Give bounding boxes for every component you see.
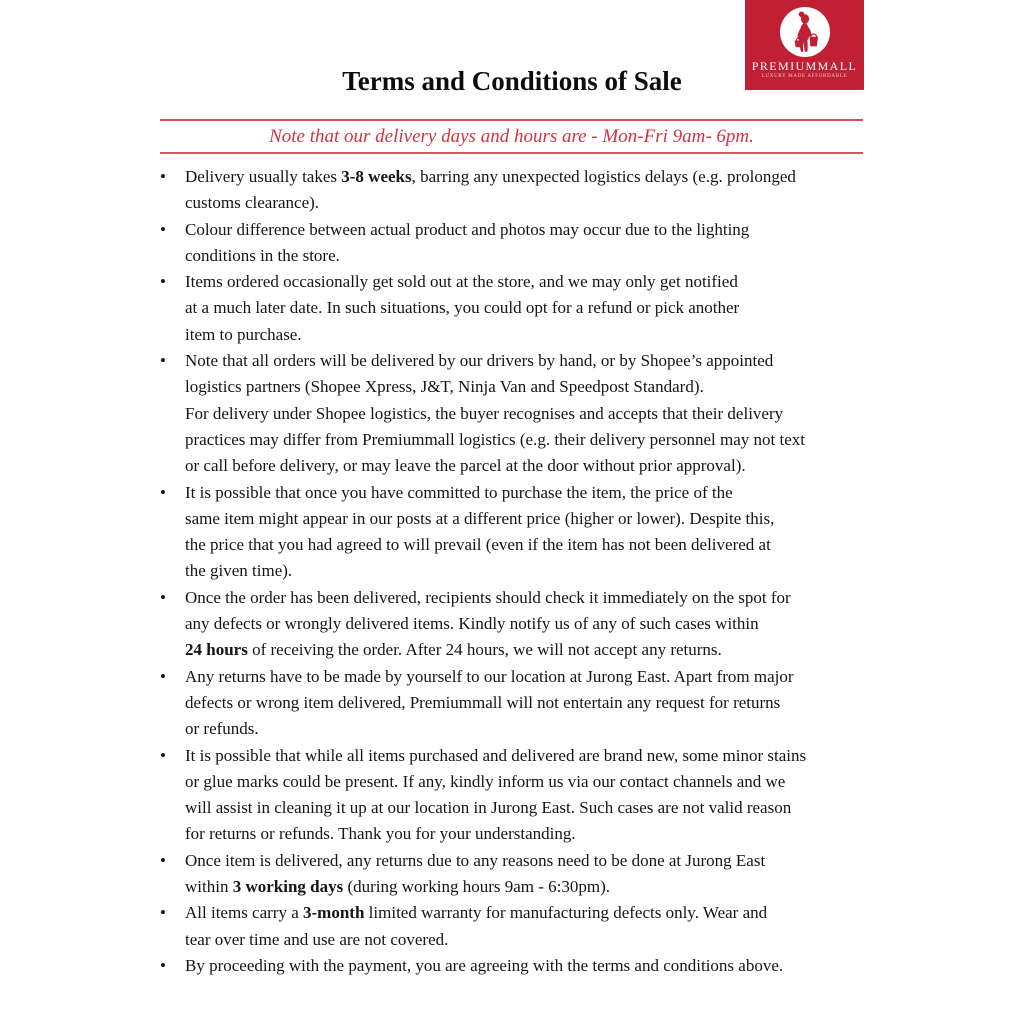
bullet-icon: • bbox=[160, 745, 166, 765]
delivery-note: Note that our delivery days and hours are - Mon-Fri 9am- 6pm. bbox=[269, 126, 754, 147]
bullet-icon: • bbox=[160, 219, 166, 239]
terms-list-item bbox=[160, 848, 905, 901]
divider-bottom bbox=[160, 152, 863, 154]
bullet-icon: • bbox=[160, 167, 166, 186]
terms-list-item bbox=[160, 480, 905, 585]
terms-list bbox=[160, 164, 905, 979]
bullet-icon: • bbox=[160, 272, 166, 292]
terms-list-item bbox=[160, 585, 905, 664]
terms-text: Items ordered occasionally get sold out at the store, and we may only get notified at a much later date. In such situations, you could opt for a refund or pick another item to purchase. bbox=[185, 272, 740, 344]
terms-list-item bbox=[160, 348, 905, 479]
terms-text: Any returns have to be made by yourself to our location at Jurong East. Apart from major defects or wrong item delivered, Premiummall will not entertain any request for returns or refunds. bbox=[185, 666, 794, 739]
page-title: Terms and Conditions of Sale bbox=[342, 66, 682, 96]
note-bar bbox=[160, 119, 863, 154]
bullet-icon: • bbox=[160, 482, 166, 502]
terms-text: Colour difference between actual product and photos may occur due to the lighting conditions in the store. bbox=[185, 219, 750, 265]
woman-with-shopping-bags-icon bbox=[782, 9, 828, 55]
terms-list-item bbox=[160, 269, 905, 348]
bullet-icon: • bbox=[160, 666, 166, 686]
bullet-icon: • bbox=[160, 850, 166, 870]
terms-text: Once the order has been delivered, recipients should check it immediately on the spot for any defects or wrongly delivered items. Kindly notify us of any of such cases within 24 hours of receiving the order. After 24 hours, we will not accept any returns. bbox=[185, 587, 791, 660]
bullet-icon: • bbox=[160, 587, 166, 607]
terms-text: Delivery usually takes 3-8 weeks, barring any unexpected logistics delays (e.g. prolonged customs clearance). bbox=[185, 167, 796, 213]
terms-text: All items carry a 3-month limited warranty for manufacturing defects only. Wear and tear over time and use are not covered. bbox=[185, 903, 768, 949]
terms-text: Note that all orders will be delivered by our drivers by hand, or by Shopee’s appointed logistics partners (Shopee Xpress, J&T, Ninja Van and Speedpost Standard). For delivery under Shopee logistics, the buyer recognises and accepts that their delivery practices may differ from Premiummall logistics (e.g. their delivery personnel may not text or call before delivery, or may leave the parcel at the door without prior approval). bbox=[185, 351, 806, 476]
logo-brand-text: PREMIUMMALL bbox=[751, 59, 858, 73]
terms-text: It is possible that while all items purchased and delivered are brand new, some minor stains or glue marks could be present. If any, kindly inform us via our contact channels and we will assist in cleaning it up at our location in Jurong East. Such cases are not valid reason for returns or refunds. Thank you for your understanding. bbox=[185, 745, 807, 844]
logo-circle bbox=[780, 7, 830, 57]
terms-list-item bbox=[160, 900, 905, 953]
terms-text: It is possible that once you have committed to purchase the item, the price of the same item might appear in our posts at a different price (higher or lower). Despite this, the price that you had agreed to will prevail (even if the item has not been delivered at the given time). bbox=[185, 482, 775, 581]
bullet-icon: • bbox=[160, 351, 166, 371]
bullet-icon: • bbox=[160, 903, 166, 923]
terms-list-item bbox=[160, 743, 905, 848]
terms-list-item bbox=[160, 217, 905, 270]
terms-text: Once item is delivered, any returns due to any reasons need to be done at Jurong East within 3 working days (during working hours 9am - 6:30pm). bbox=[185, 850, 766, 897]
terms-list-item bbox=[160, 953, 905, 979]
terms-list-item bbox=[160, 164, 905, 217]
logo-tagline-text: LUXURY MADE AFFORDABLE bbox=[761, 74, 848, 79]
terms-list-item bbox=[160, 664, 905, 743]
terms-text: By proceeding with the payment, you are agreeing with the terms and conditions above. bbox=[185, 955, 784, 975]
bullet-icon: • bbox=[160, 955, 166, 975]
